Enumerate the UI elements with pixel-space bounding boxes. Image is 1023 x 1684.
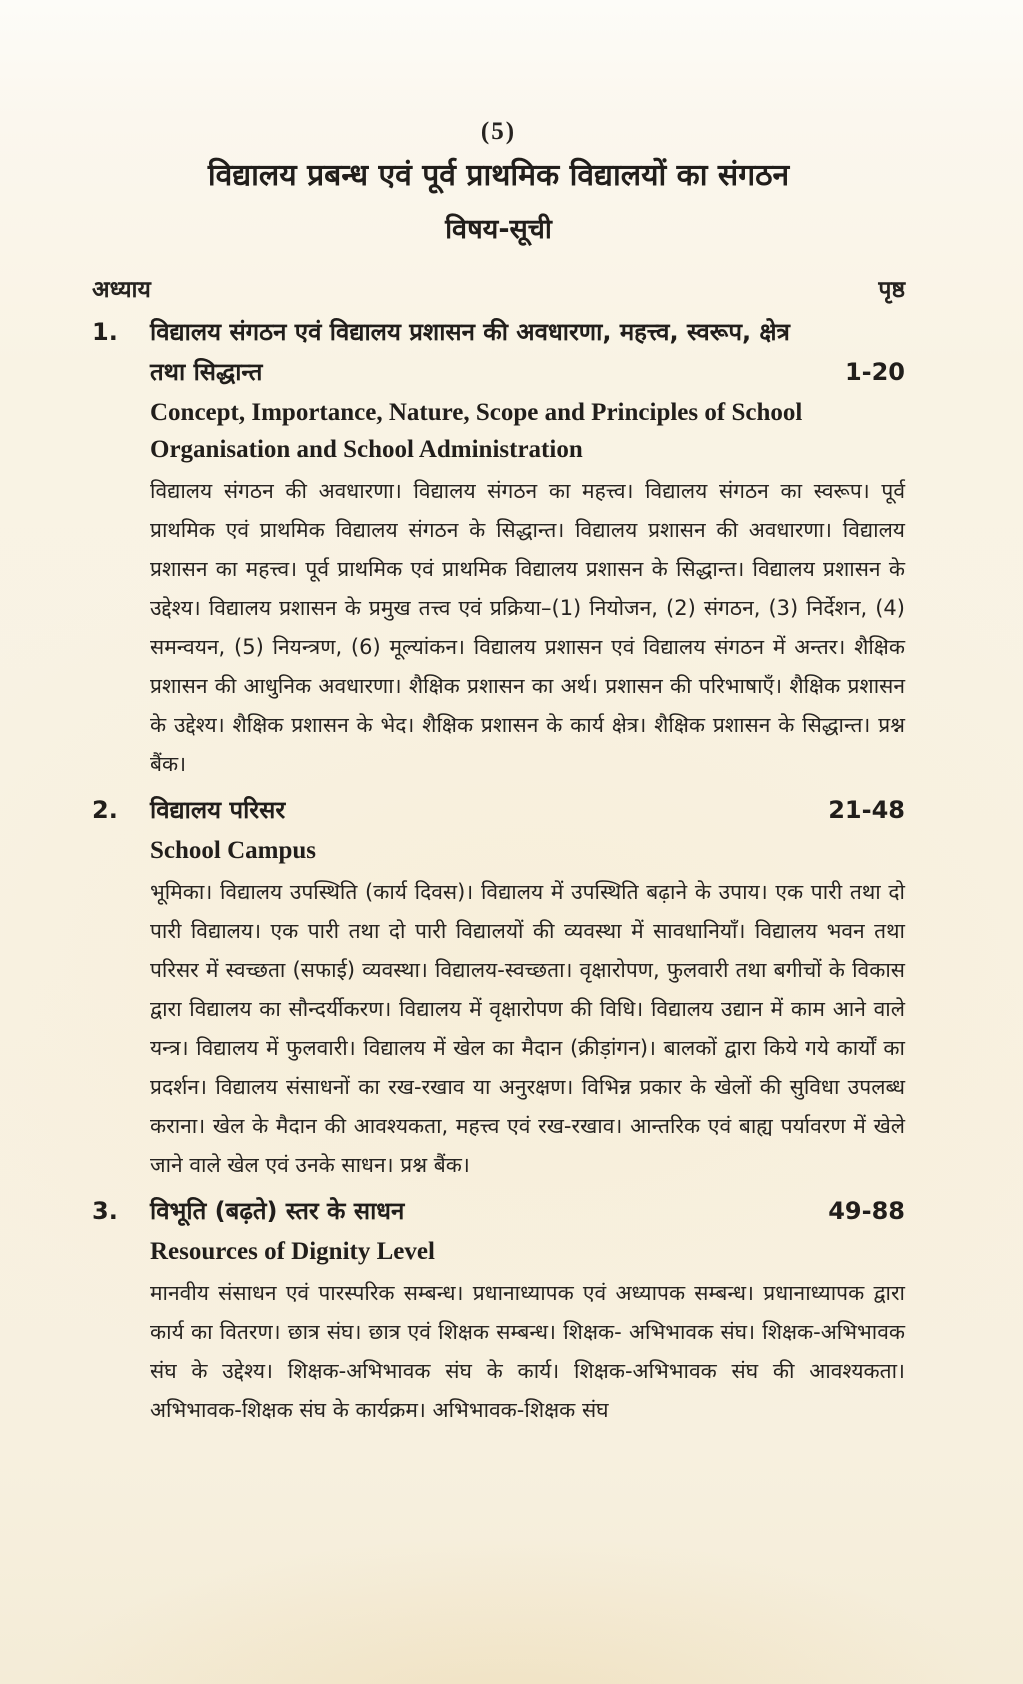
chapter-description: भूमिका। विद्यालय उपस्थिति (कार्य दिवस)। विद्यालय में उपस्थिति बढ़ाने के उपाय। एक पारी तथा दो पारी विद्यालय। एक पारी तथा दो पारी विद्यालयों की व्यवस्था में सावधानियाँ। विद्यालय भवन तथा परिसर में स्वच्छता (सफाई) व्यवस्था। विद्यालय-स्वच्छता। वृक्षारोपण, फुलवारी तथा बगीचों के विकास द्वारा विद्यालय का सौन्दर्यीकरण। विद्यालय में वृक्षारोपण की विधि। विद्यालय उद्यान में काम आने वाले यन्त्र। विद्यालय में फुलवारी। विद्यालय में खेल का मैदान (क्रीड़ांगन)। बालकों द्वारा किये गये कार्यों का प्रदर्शन। विद्यालय संसाधनों का रख-रखाव या अनुरक्षण। विभिन्न प्रकार के खेलों की सुविधा उपलब्ध कराना। खेल के मैदान की आवश्यकता, महत्त्व एवं रख-रखाव। आन्तरिक एवं बाह्य पर्यावरण में खेले जाने वाले खेल एवं उनके साधन। प्रश्न बैंक। — [150, 879, 905, 1177]
toc-title: विषय-सूची — [445, 213, 552, 245]
page-number: (5) — [480, 118, 517, 145]
chapter-description: मानवीय संसाधन एवं पारस्परिक सम्बन्ध। प्रधानाध्यापक एवं अध्यापक सम्बन्ध। प्रधानाध्यापक द्वारा कार्य का वितरण। छात्र संघ। छात्र एवं शिक्षक सम्बन्ध। शिक्षक- अभिभावक संघ। शिक्षक-अभिभावक संघ के उद्देश्य। शिक्षक-अभिभावक संघ के कार्य। शिक्षक-अभिभावक संघ की आवश्यकता। अभिभावक-शिक्षक संघ के कार्यक्रम। अभिभावक-शिक्षक संघ — [150, 1280, 905, 1422]
chapter-heading — [92, 790, 905, 830]
book-title: विद्यालय प्रबन्ध एवं पूर्व प्राथमिक विद्यालयों का संगठन — [207, 158, 790, 193]
column-header-page: पृष्ठ — [878, 276, 905, 303]
chapter-entry-3 — [92, 1191, 905, 1430]
chapter-entry-2 — [92, 790, 905, 1185]
chapter-title-hindi: विभूति (बढ़ते) स्तर के साधन — [150, 1196, 405, 1225]
chapter-title-english: Concept, Importance, Nature, Scope and Principles of School Organisation and School Administration — [150, 398, 803, 463]
chapter-page-range: 21-48 — [828, 795, 905, 824]
chapter-page-range: 1-20 — [844, 357, 905, 386]
page-content — [92, 118, 905, 1436]
chapter-entry-1 — [92, 312, 905, 784]
chapter-number: 3. — [92, 1196, 118, 1225]
chapter-page-range: 49-88 — [828, 1196, 905, 1225]
table-header-row — [92, 272, 905, 304]
column-header-chapter: अध्याय — [92, 276, 151, 303]
chapter-heading — [92, 1191, 905, 1231]
chapter-description: विद्यालय संगठन की अवधारणा। विद्यालय संगठन का महत्त्व। विद्यालय संगठन का स्वरूप। पूर्व प्राथमिक एवं प्राथमिक विद्यालय संगठन के सिद्धान्त। विद्यालय प्रशासन की अवधारणा। विद्यालय प्रशासन का महत्त्व। पूर्व प्राथमिक एवं प्राथमिक विद्यालय प्रशासन के सिद्धान्त। विद्यालय प्रशासन के उद्देश्य। विद्यालय प्रशासन के प्रमुख तत्त्व एवं प्रक्रिया–(1) नियोजन, (2) संगठन, (3) निर्देशन, (4) समन्वयन, (5) नियन्त्रण, (6) मूल्यांकन। विद्यालय प्रशासन एवं विद्यालय संगठन में अन्तर। शैक्षिक प्रशासन की आधुनिक अवधारणा। शैक्षिक प्रशासन का अर्थ। प्रशासन की परिभाषाएँ। शैक्षिक प्रशासन के उद्देश्य। शैक्षिक प्रशासन के भेद। शैक्षिक प्रशासन के कार्य क्षेत्र। शैक्षिक प्रशासन के सिद्धान्त। प्रश्न बैंक। — [150, 478, 905, 776]
chapter-title-english: School Campus — [150, 836, 317, 864]
chapter-number: 1. — [92, 317, 118, 346]
chapter-title-english: Resources of Dignity Level — [150, 1237, 435, 1265]
chapter-title-hindi: विद्यालय संगठन एवं विद्यालय प्रशासन की अवधारणा, महत्त्व, स्वरूप, क्षेत्र तथा सिद्धान्त — [150, 317, 790, 386]
chapter-number: 2. — [92, 795, 118, 824]
chapter-title-hindi: विद्यालय परिसर — [150, 795, 286, 824]
chapter-heading — [92, 312, 905, 392]
